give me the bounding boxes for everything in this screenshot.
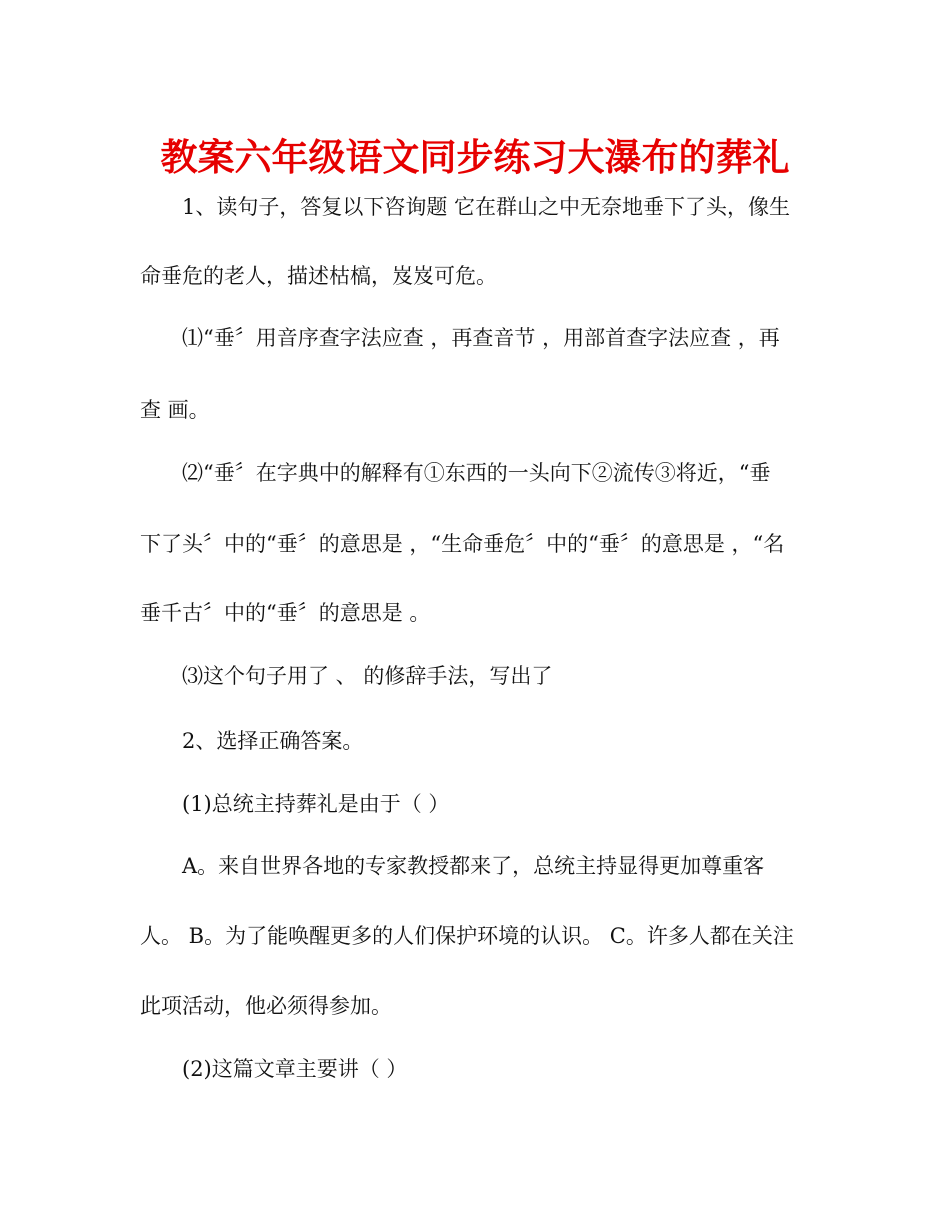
question-2-sub-1-option-line-2: 人。 B。为了能唤醒更多的人们保护环境的认识。 C。许多人都在关注 [140, 924, 794, 948]
question-1-sub-2-line-3: 垂千古〞中的“垂〞的意思是 。 [140, 601, 431, 625]
question-1-line-1: 1、读句子，答复以下咨询题 它在群山之中无奈地垂下了头，像生 [182, 195, 791, 219]
question-2-sub-2: (2)这篇文章主要讲（ ） [182, 1057, 408, 1081]
question-2-sub-1-option-line-3: 此项活动，他必须得参加。 [140, 994, 392, 1018]
question-1-sub-3: ⑶这个句子用了 、 的修辞手法，写出了 [182, 664, 553, 688]
question-2-heading: 2、选择正确答案。 [182, 729, 364, 753]
question-1-line-2: 命垂危的老人，描述枯槁，岌岌可危。 [140, 264, 497, 288]
question-1-sub-2-line-2: 下了头〞中的“垂〞的意思是 ，“生命垂危〞中的“垂〞的意思是 ，“名 [140, 532, 785, 556]
question-1-sub-1-line-2: 查 画。 [140, 398, 210, 422]
page-title: 教案六年级语文同步练习大瀑布的葬礼 [160, 136, 790, 179]
question-2-sub-1: (1)总统主持葬礼是由于（ ） [182, 792, 450, 816]
question-1-sub-1-line-1: ⑴“垂〞用音序查字法应查 ，再查音节 ，用部首查字法应查 ，再 [182, 326, 780, 350]
question-2-sub-1-option-line-1: A。来自世界各地的专家教授都来了，总统主持显得更加尊重客 [182, 854, 765, 878]
question-1-sub-2-line-1: ⑵“垂〞在字典中的解释有①东西的一头向下②流传③将近，“垂 [182, 461, 771, 485]
